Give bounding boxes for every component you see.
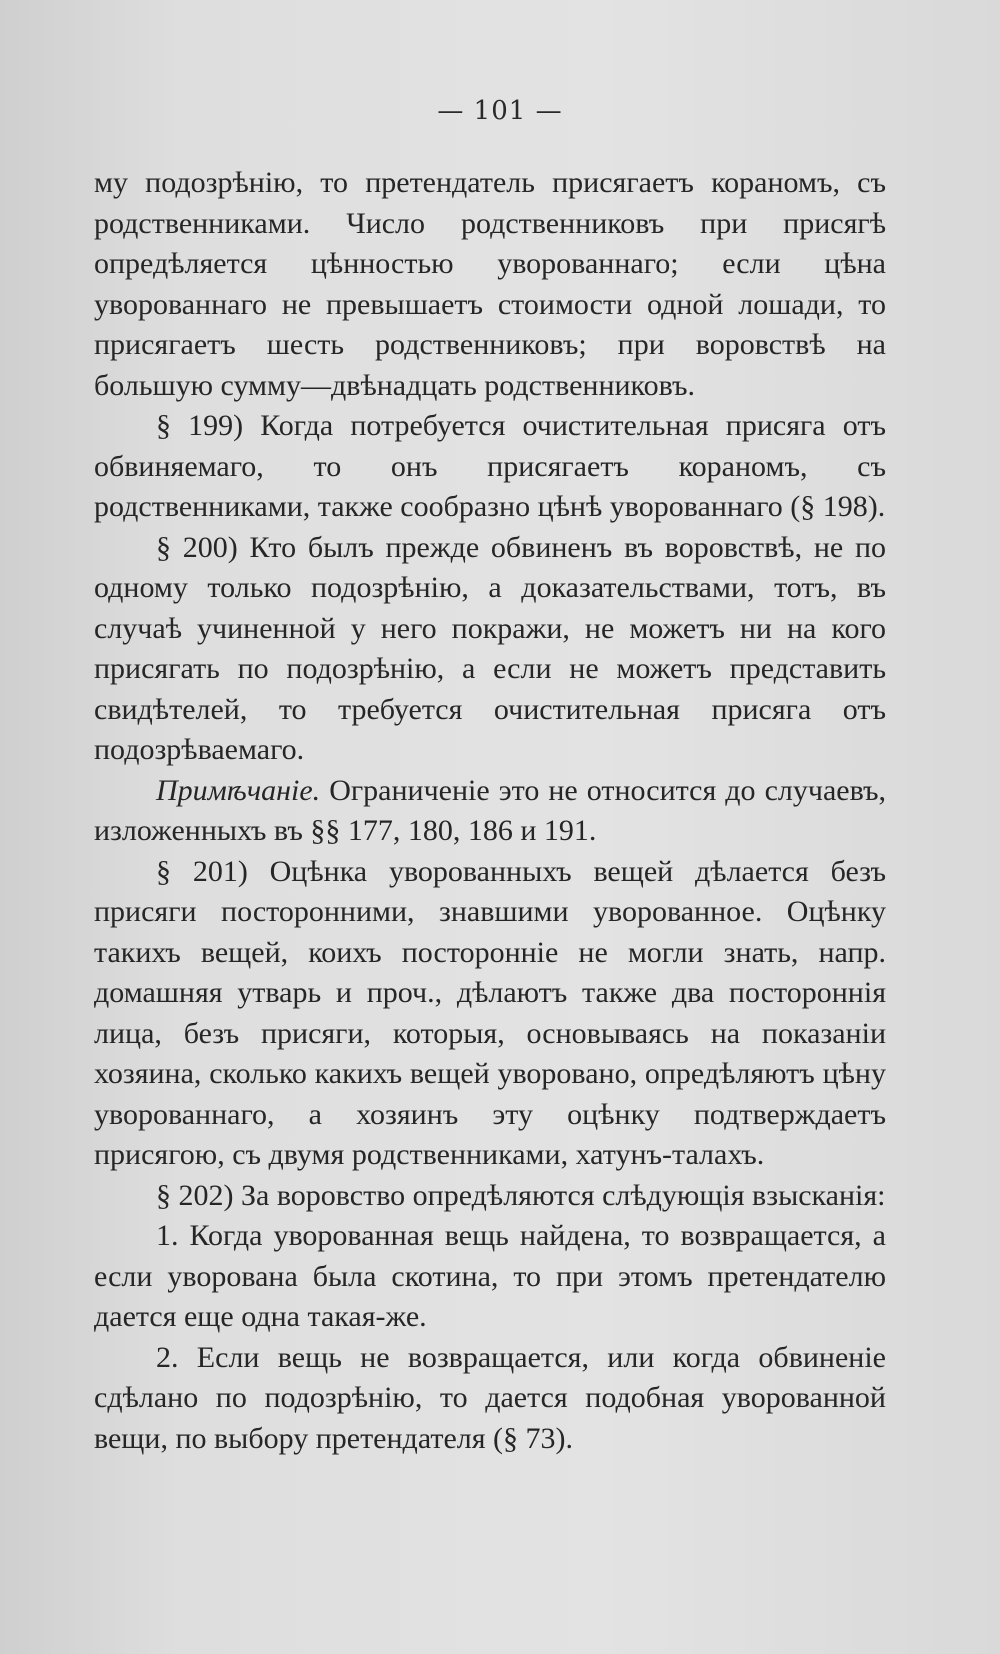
paragraph-section-200: § 200) Кто былъ прежде обвиненъ въ воровствѣ, не по одному только подозрѣнію, а доказательствами, тотъ, въ случаѣ учиненной у него покражи, не можетъ ни на кого присягать по подозрѣнію, а если не можетъ представить свидѣтелей, то требуется очистительная присяга отъ подозрѣваемаго. [94,530,886,766]
body-text [94,163,886,1459]
note-label: Примѣчаніе. [156,773,321,807]
paragraph-section-201: § 201) Оцѣнка уворованныхъ вещей дѣлается безъ присяги посторонними, знавшими уворованное. Оцѣнку такихъ вещей, коихъ посторонніе не могли знать, напр. домашняя утварь и проч., дѣлаютъ также два постороннія лица, безъ присяги, которыя, основываясь на показаніи хозяина, сколько какихъ вещей уворовано, опредѣляютъ цѣну уворованнаго, а хозяинъ эту оцѣнку подтверждаетъ присягою, съ двумя родственниками, хатунъ-талахъ. [94,854,886,1171]
paragraph-note [94,771,886,852]
paragraph-section-199: § 199) Когда потребуется очистительная присяга отъ обвиняемаго, то онъ присягаетъ кораномъ, съ родственниками, также сообразно цѣнѣ уворованнаго (§ 198). [94,409,886,523]
paragraph-section-202: § 202) За воровство опредѣляются слѣдующія взысканія: [156,1178,886,1212]
paragraph-continuation: му подозрѣнію, то претендатель присягаетъ кораномъ, съ родственниками. Число родственниковъ при присягѣ опредѣляется цѣнностью уворованнаго; если цѣна уворованнаго не превышаетъ стоимости одной лошади, то присягаетъ шесть родственниковъ; при воровствѣ на большую сумму—двѣнадцать родственниковъ. [94,166,886,402]
paragraph-item-2: 2. Если вещь не возвращается, или когда обвиненіе сдѣлано по подозрѣнію, то дается подобная уворованной вещи, по выбору претендателя (§ 73). [94,1340,886,1455]
note-text: Ограниченіе это не относится до случаевъ, изложенныхъ въ §§ 177, 180, 186 и 191. [94,773,886,847]
paragraph-item-1: 1. Когда уворованная вещь найдена, то возвращается, а если уворована была скотина, то при этомъ претендателю дается еще одна такая-же. [94,1219,886,1333]
page-number: — 101 — [437,96,563,126]
